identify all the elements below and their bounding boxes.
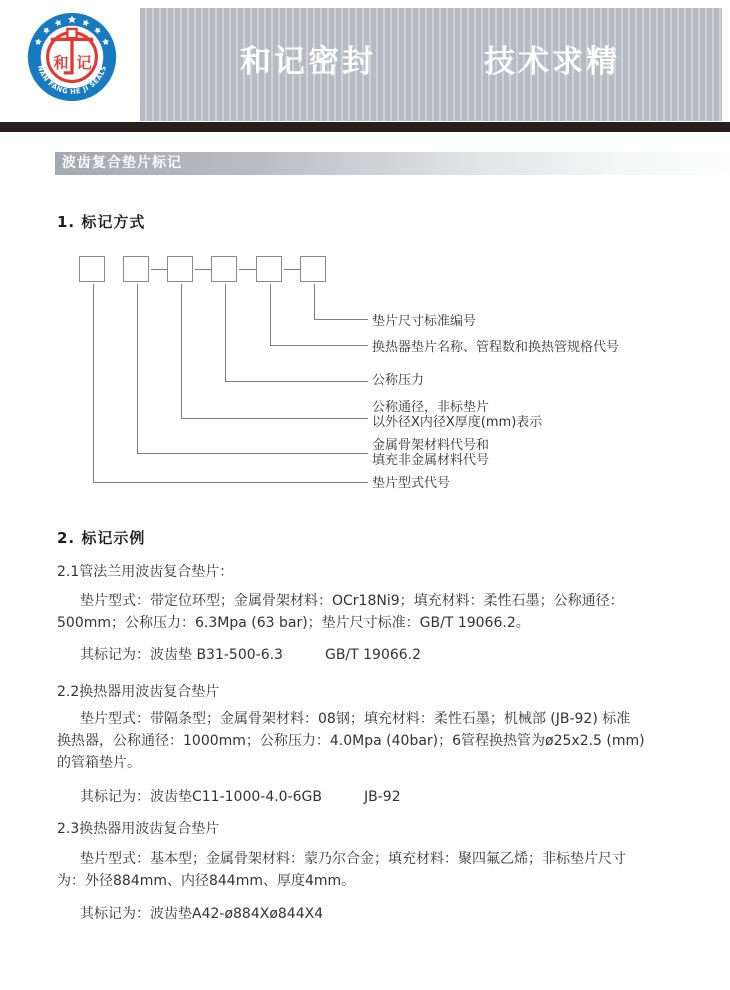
- mark-code: 其标记为：波齿垫C11-1000-4.0-6GB: [80, 789, 322, 805]
- diagram-label: [372, 400, 542, 430]
- example-paragraph: [57, 708, 645, 774]
- mark-standard: GB/T 19066.2: [324, 647, 422, 663]
- diagram-leader-horizontal: [181, 418, 368, 419]
- logo-char-he: 和: [53, 54, 69, 73]
- diagram-box-5: [256, 256, 282, 282]
- diagram-box-4: [211, 256, 237, 282]
- example-title: 2.1管法兰用波齿复合垫片：: [57, 564, 234, 580]
- diagram-leader-vertical: [314, 284, 315, 319]
- example-paragraph: [57, 848, 626, 892]
- example-line: 500mm；公称压力：6.3Mpa (63 bar)；垫片尺寸标准：GB/T 19066.2。: [57, 615, 530, 631]
- diagram-box-2: [123, 256, 149, 282]
- diagram-leader-horizontal: [270, 345, 368, 346]
- diagram-leader-horizontal: [93, 482, 368, 483]
- header-pinstripe-band: [140, 8, 722, 121]
- example-line: 换热器，公称通径：1000mm；公称压力：4.0Mpa (40bar)；6管程换热管为ø25x2.5 (mm): [57, 733, 645, 749]
- example-line: 垫片型式：基本型；金属骨架材料：蒙乃尔合金；填充材料：聚四氟乙烯；非标垫片尺寸: [80, 851, 626, 867]
- diagram-label-line: 公称压力: [372, 373, 425, 388]
- page-title-bar: 波齿复合垫片标记: [55, 152, 730, 175]
- diagram-label: [372, 438, 489, 468]
- diagram-box-3: [167, 256, 193, 282]
- section2-heading: 2. 标记示例: [57, 529, 146, 547]
- example-title: 2.2换热器用波齿复合垫片: [57, 684, 220, 700]
- diagram-connector: [284, 269, 300, 270]
- diagram-label: [372, 476, 450, 491]
- diagram-label: [372, 314, 476, 329]
- diagram-leader-horizontal: [225, 381, 368, 382]
- example-mark: [80, 644, 421, 666]
- logo-char-ji: 记: [76, 54, 92, 73]
- diagram-leader-vertical: [137, 284, 138, 453]
- diagram-connector: [151, 269, 167, 270]
- diagram-box-6: [300, 256, 326, 282]
- logo-ring-text: NAN FANG HE JI SEALS: [35, 64, 109, 96]
- example-line: 垫片型式：带定位环型；金属骨架材料：OCr18Ni9；填充材料：柔性石墨；公称通径：: [80, 593, 624, 609]
- example-mark: [80, 903, 365, 925]
- diagram-label-line: 填充非金属材料代号: [372, 453, 490, 468]
- example-paragraph: [57, 590, 624, 634]
- diagram-label-line: 换热器垫片名称、管程数和换热管规格代号: [372, 340, 620, 355]
- diagram-label-line: 金属骨架材料代号和: [372, 438, 490, 453]
- example-line: 垫片型式：带隔条型；金属骨架材料：08钢；填充材料：柔性石墨；机械部 (JB-92) 标准: [80, 711, 631, 727]
- diagram-box-1: [79, 256, 105, 282]
- example-line: 的管箱垫片。: [57, 755, 141, 771]
- diagram-connector: [195, 269, 211, 270]
- diagram-leader-vertical: [225, 284, 226, 381]
- section1-heading: 1. 标记方式: [57, 213, 146, 231]
- header-divider-bar: [0, 122, 730, 132]
- header-slogan-right: 技术求精: [484, 44, 620, 80]
- example-mark: [80, 786, 401, 808]
- diagram-label-line: 垫片型式代号: [372, 476, 451, 491]
- diagram-leader-vertical: [270, 284, 271, 345]
- diagram-label: [372, 373, 424, 388]
- company-logo: [26, 11, 118, 103]
- example-title: 2.3换热器用波齿复合垫片: [57, 821, 220, 837]
- diagram-leader-horizontal: [314, 319, 368, 320]
- diagram-leader-vertical: [93, 284, 94, 482]
- diagram-leader-vertical: [181, 284, 182, 418]
- diagram-leader-horizontal: [137, 453, 368, 454]
- header-slogan-left: 和记密封: [240, 44, 376, 80]
- example-line: 为：外径884mm、内径844mm、厚度4mm。: [57, 873, 356, 889]
- mark-code: 其标记为：波齿垫A42-ø884Xø844X4: [80, 906, 324, 922]
- mark-standard: JB-92: [364, 789, 401, 805]
- diagram-label-line: 垫片尺寸标准编号: [372, 314, 477, 329]
- diagram-label-line: 公称通径，非标垫片: [372, 400, 490, 415]
- diagram-connector: [239, 269, 256, 270]
- diagram-label-line: 以外径X内径X厚度(mm)表示: [372, 415, 543, 430]
- mark-code: 其标记为：波齿垫 B31-500-6.3: [80, 647, 283, 663]
- diagram-label: [372, 340, 619, 355]
